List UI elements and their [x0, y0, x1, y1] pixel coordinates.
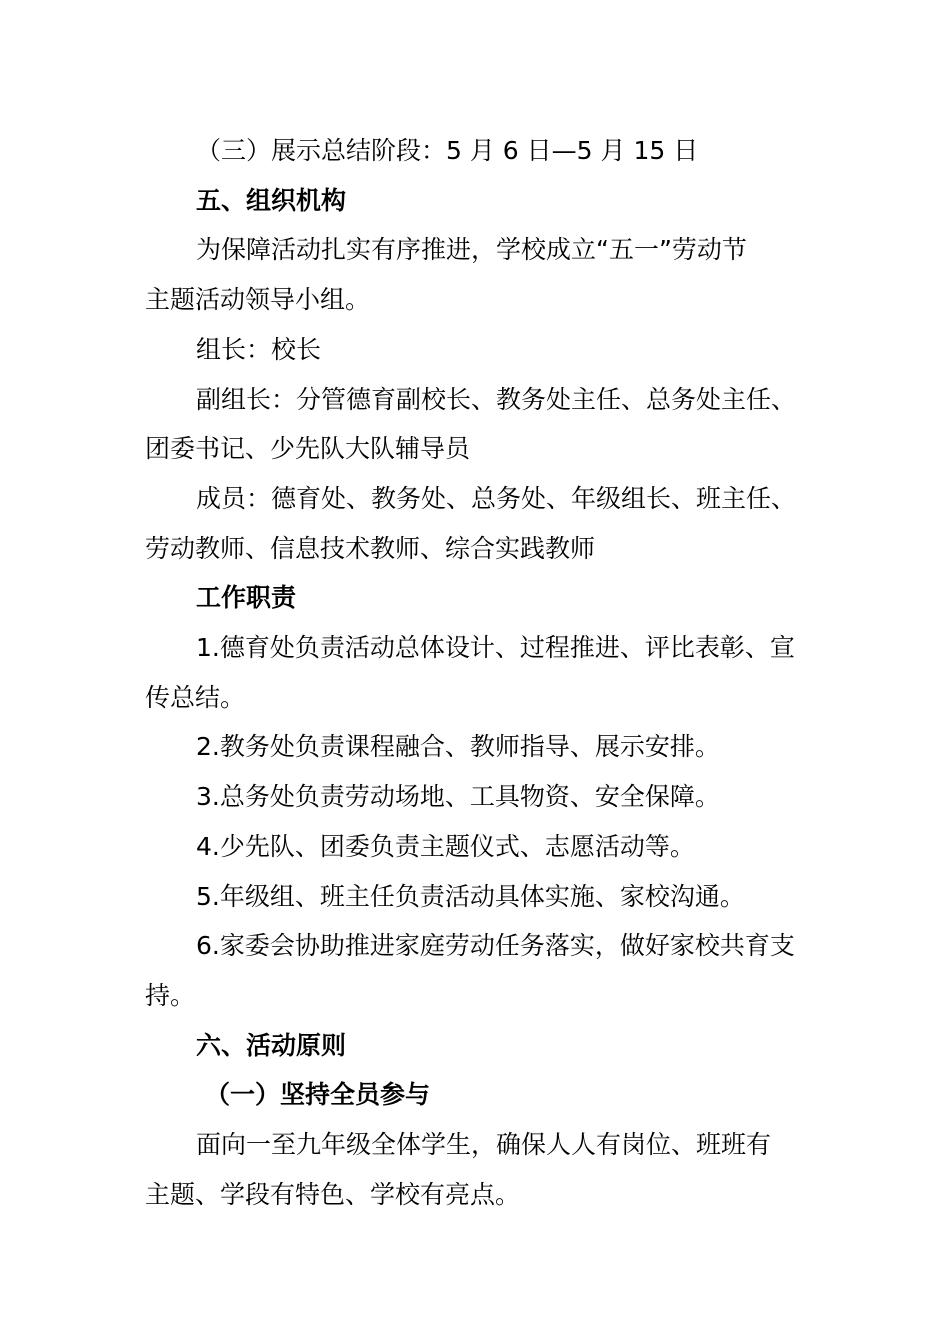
subheading-full-participation: （一）坚持全员参与 — [205, 1080, 431, 1110]
duty-item-6: 6.家委会协助推进家庭劳动任务落实，做好家校共育支 — [196, 931, 795, 961]
duty-item-2: 2.教务处负责课程融合、教师指导、展示安排。 — [196, 732, 720, 762]
members-line-cont: 劳动教师、信息技术教师、综合实践教师 — [145, 533, 596, 563]
section-heading-principles: 六、活动原则 — [196, 1030, 347, 1060]
duty-item-1: 1.德育处负责活动总体设计、过程推进、评比表彰、宣 — [196, 633, 795, 663]
leader-line: 组长：校长 — [196, 334, 322, 364]
duty-item-4: 4.少先队、团委负责主题仪式、志愿活动等。 — [196, 831, 695, 861]
paragraph-line: 为保障活动扎实有序推进，学校成立“五一”劳动节 — [196, 235, 747, 265]
duty-item-6-cont: 持。 — [145, 980, 196, 1010]
paragraph-line: 主题、学段有特色、学校有亮点。 — [145, 1179, 521, 1209]
paragraph-line: 面向一至九年级全体学生，确保人人有岗位、班班有 — [196, 1130, 772, 1160]
duty-item-5: 5.年级组、班主任负责活动具体实施、家校沟通。 — [196, 881, 745, 911]
heading-duties: 工作职责 — [196, 583, 297, 613]
section-heading-organization: 五、组织机构 — [196, 185, 347, 215]
paragraph-line: 主题活动领导小组。 — [145, 285, 371, 315]
duty-item-1-cont: 传总结。 — [145, 682, 246, 712]
phase-three-line: （三）展示总结阶段：5 月 6 日—5 月 15 日 — [196, 136, 699, 165]
deputy-leader-line-cont: 团委书记、少先队大队辅导员 — [145, 434, 471, 464]
duty-item-3: 3.总务处负责劳动场地、工具物资、安全保障。 — [196, 782, 720, 812]
deputy-leader-line: 副组长：分管德育副校长、教务处主任、总务处主任、 — [196, 384, 797, 414]
document-body — [145, 126, 825, 1219]
members-line: 成员：德育处、教务处、总务处、年级组长、班主任、 — [196, 483, 797, 513]
